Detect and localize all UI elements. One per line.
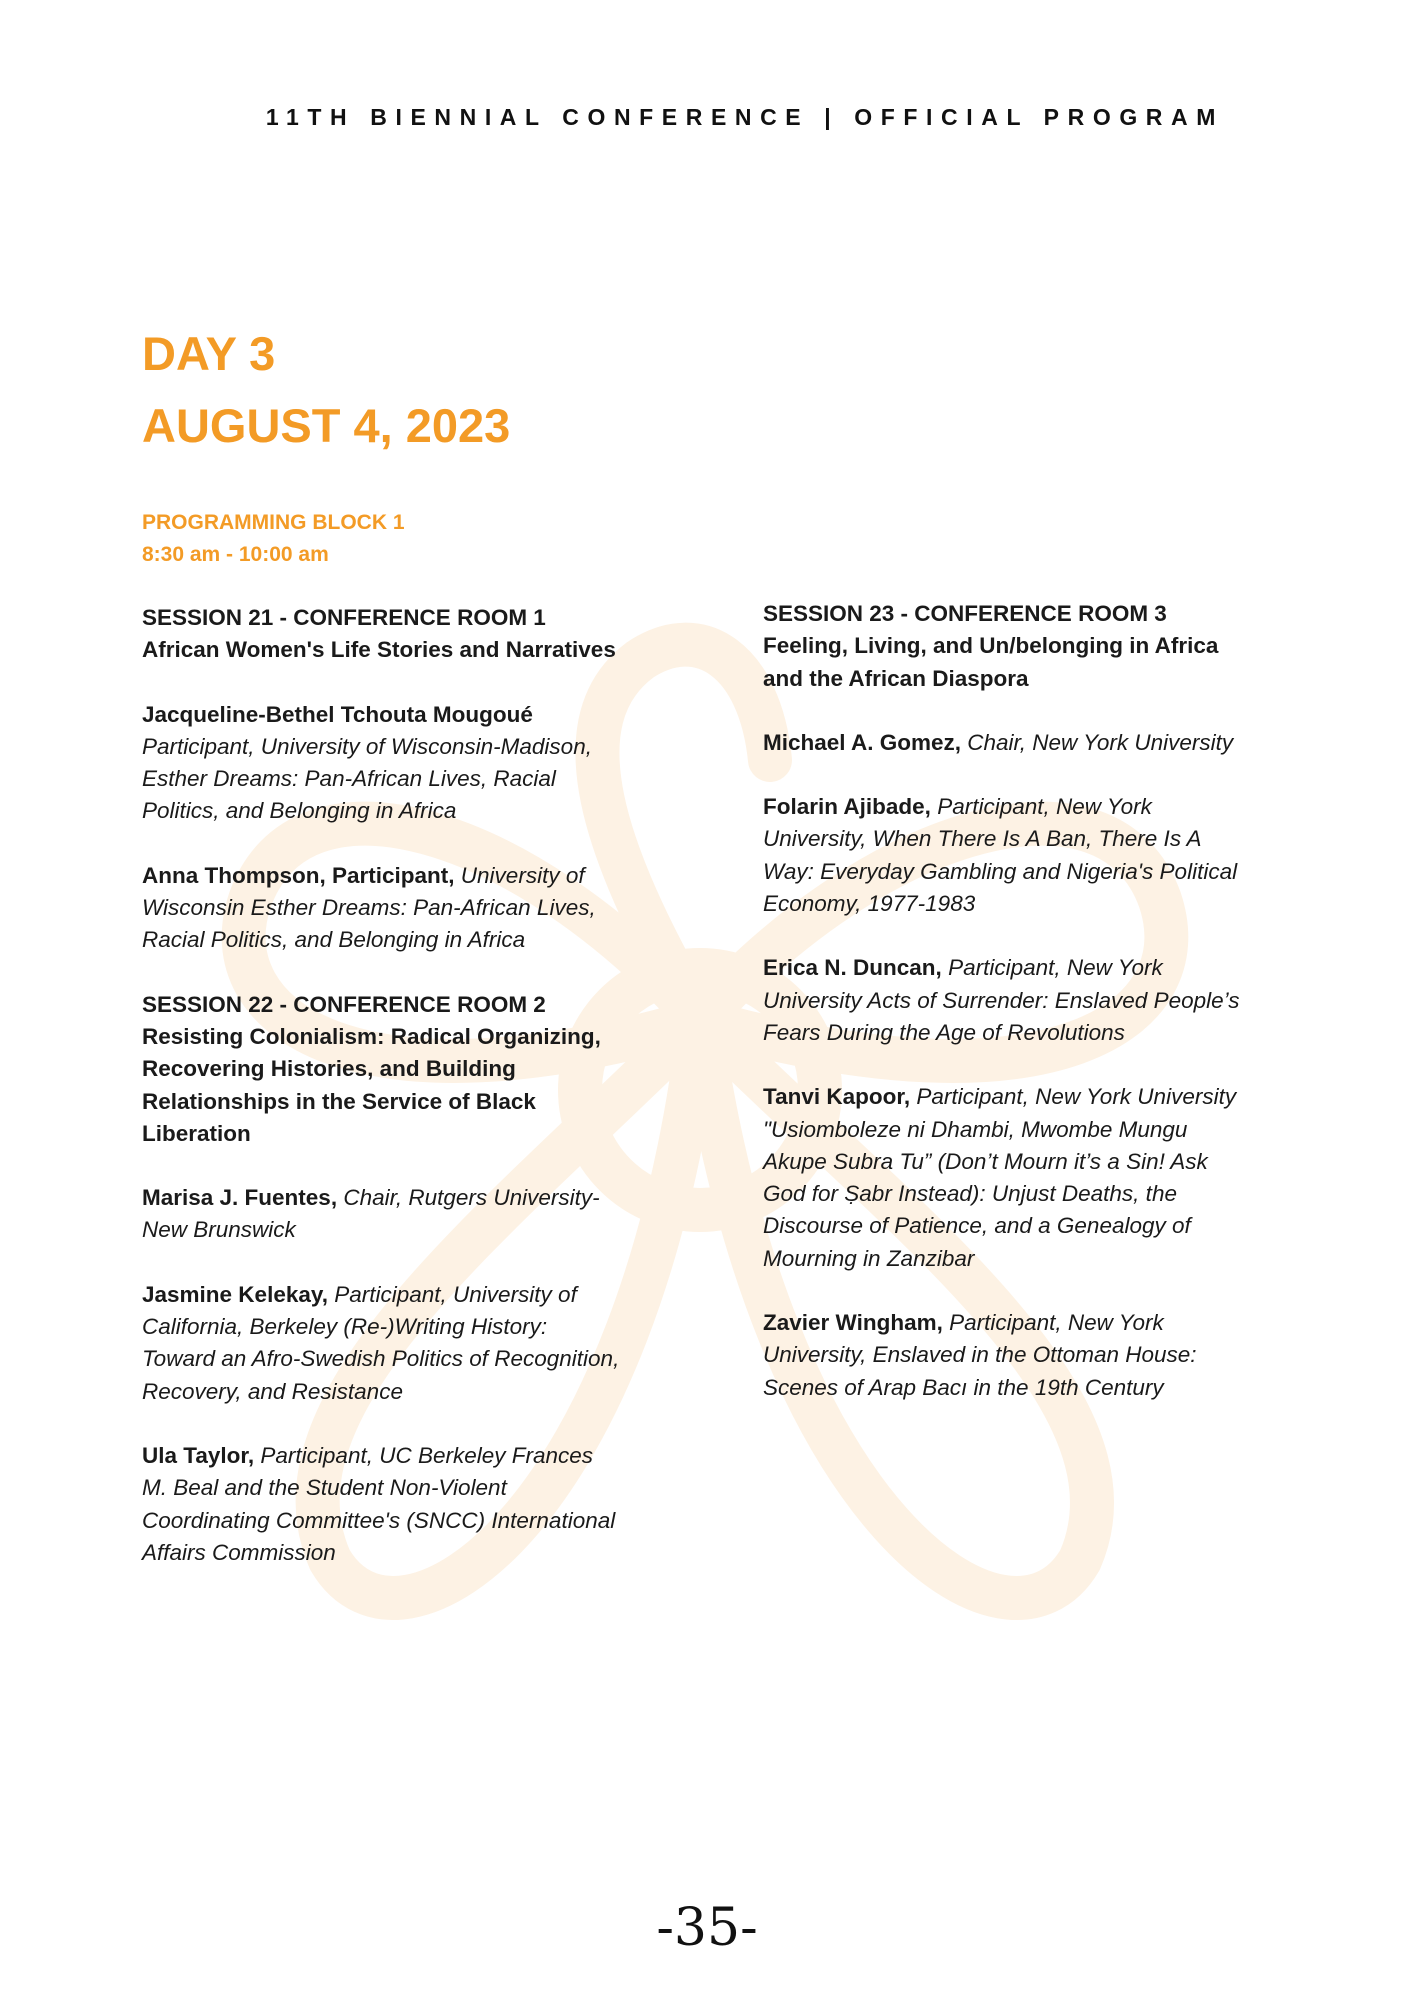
participant-name: Jasmine Kelekay, [142, 1281, 328, 1307]
participant-name: Tanvi Kapoor, [763, 1084, 911, 1110]
block-time: 8:30 am - 10:00 am [142, 543, 329, 566]
page-number: -35- [656, 1898, 758, 1958]
participant-name: Marisa J. Fuentes, [142, 1185, 338, 1211]
session-heading: SESSION 21 - CONFERENCE ROOM 1 [142, 605, 546, 630]
participant-detail: Participant, UC Berkeley Frances M. Beal and the Student Non-Violent Coordinating Committee's (SNCC) International Affairs Commission [142, 1442, 616, 1565]
participant-detail: Chair, New York University [967, 729, 1234, 755]
participant-name: Michael A. Gomez, [763, 729, 961, 755]
session-22-header [142, 989, 622, 1150]
participant-entry [142, 1182, 622, 1247]
participant-entry [142, 699, 622, 828]
participant-detail: Participant, New York University Acts of Surrender: Enslaved People’s Fears During the Age of Revolutions [763, 955, 1240, 1045]
participant-name: Erica N. Duncan, [763, 955, 942, 981]
session-title: African Women's Life Stories and Narratives [142, 637, 616, 663]
participant-detail: Participant, New York University, When There Is A Ban, There Is A Way: Everyday Gambling and Nigeria's Political Economy, 1977-1983 [763, 794, 1238, 917]
participant-name: Ula Taylor, [142, 1442, 255, 1468]
session-heading: SESSION 23 - CONFERENCE ROOM 3 [763, 601, 1167, 626]
left-column [142, 602, 622, 1601]
participant-name: Folarin Ajibade, [763, 794, 931, 820]
participant-entry [763, 1307, 1243, 1404]
participant-entry [763, 952, 1243, 1049]
participant-entry [763, 727, 1243, 759]
session-23-header [763, 598, 1243, 695]
session-title: Resisting Colonialism: Radical Organizing, Recovering Histories, and Building Relationships in the Service of Black Liberation [142, 1023, 601, 1146]
day-label: DAY 3 [142, 327, 276, 380]
participant-entry [142, 1440, 622, 1569]
day-heading [142, 318, 510, 462]
participant-detail: Participant, New York University "Usiomboleze ni Dhambi, Mwombe Mungu Akupe Subra Tu” (Don’t Mourn it’s a Sin! Ask God for Ṣabr Instead): Unjust Deaths, the Discourse of Patience, and a Genealogy of Mourning in Zanzibar [763, 1084, 1237, 1271]
participant-entry [763, 1081, 1243, 1275]
session-title: Feeling, Living, and Un/belonging in Africa and the African Diaspora [763, 633, 1219, 691]
participant-detail: Participant, New York University, Enslaved in the Ottoman House: Scenes of Arap Bacı in the 19th Century [763, 1310, 1197, 1400]
right-column [763, 598, 1243, 1436]
participant-name: Jacqueline-Bethel Tchouta Mougoué [142, 701, 533, 727]
participant-detail: Participant, University of California, Berkeley (Re-)Writing History: Toward an Afro-Swedish Politics of Recognition, Recovery, and Resistance [142, 1281, 620, 1404]
participant-detail: Participant, University of Wisconsin-Madison, Esther Dreams: Pan-African Lives, Racial Politics, and Belonging in Africa [142, 733, 592, 824]
participant-name: Zavier Wingham, [763, 1310, 943, 1336]
participant-entry [763, 791, 1243, 920]
session-21-header [142, 602, 622, 667]
page-header: 11TH BIENNIAL CONFERENCE | OFFICIAL PROGRAM [265, 104, 1224, 130]
participant-detail: University of Wisconsin Esther Dreams: Pan-African Lives, Racial Politics, and Belonging in Africa [142, 862, 596, 953]
participant-detail: Chair, Rutgers University-New Brunswick [142, 1185, 600, 1243]
session-heading: SESSION 22 - CONFERENCE ROOM 2 [142, 991, 546, 1017]
day-date: AUGUST 4, 2023 [142, 399, 511, 452]
block-label: PROGRAMMING BLOCK 1 [142, 511, 405, 534]
participant-entry [142, 1279, 622, 1408]
programming-block [142, 507, 405, 571]
participant-name: Anna Thompson, Participant, [142, 862, 455, 888]
participant-entry [142, 860, 622, 957]
